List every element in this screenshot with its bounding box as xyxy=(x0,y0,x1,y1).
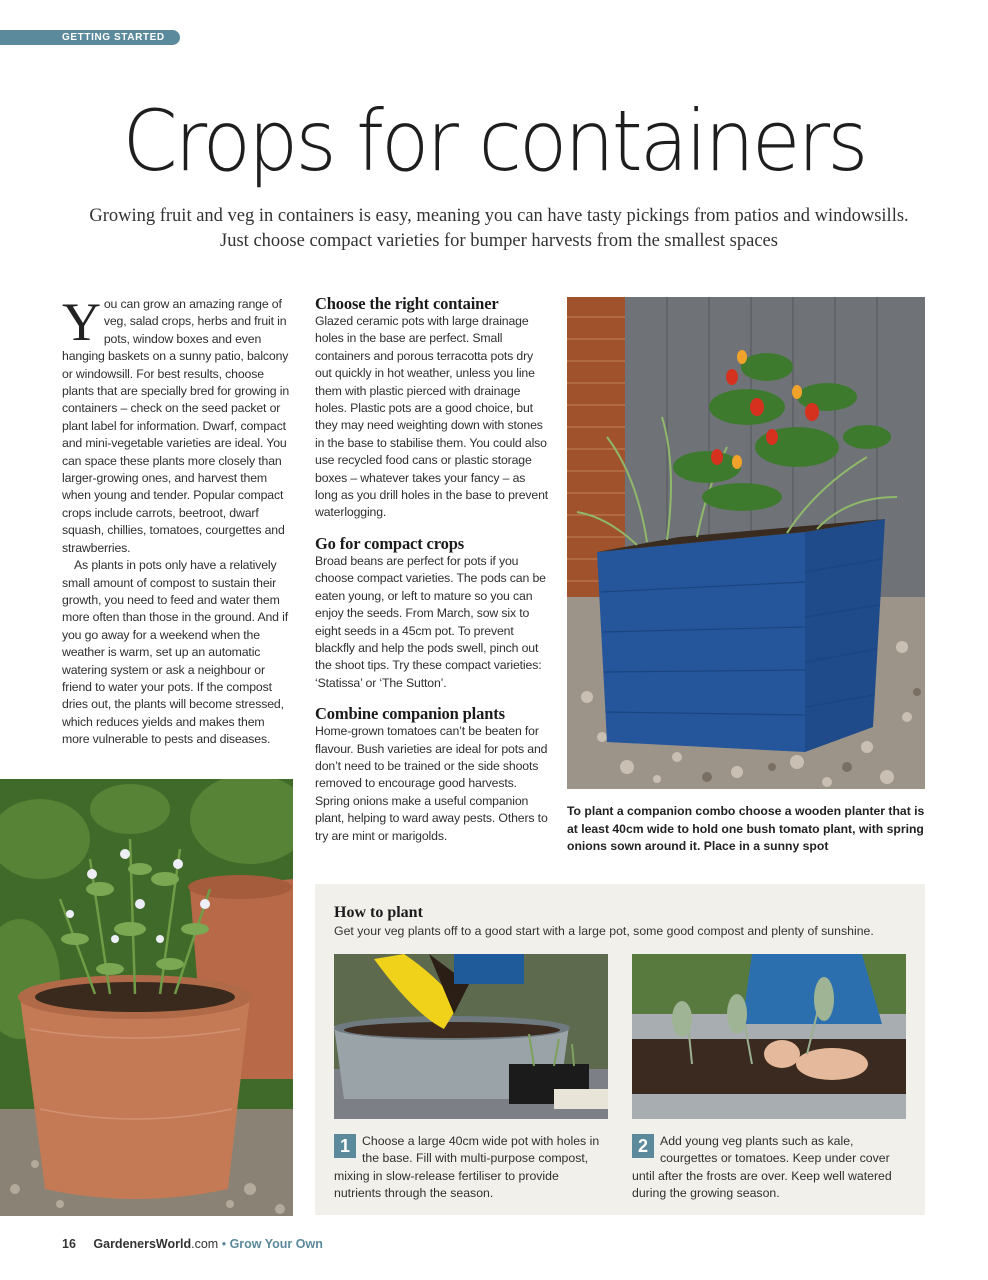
tomato-planter-photo xyxy=(567,297,925,789)
broad-bean-pot-photo xyxy=(0,779,293,1216)
step-2-photo xyxy=(632,954,906,1119)
section-text: Glazed ceramic pots with large drainage holes in the base are perfect. Small containers and porous terracotta pots dry out quickly in hot weather, unless you line them with plastic pierced with drainage holes. Plastic pots are a good choice, but they may need weighting down with stones in the base to stabilise them. You could also use recycled food cans or plastic storage boxes – whatever takes your fancy – as long as you drill holes in the base to prevent waterlogging. xyxy=(315,314,549,520)
body-paragraph-1-text: ou can grow an amazing range of veg, salad crops, herbs and fruit in pots, window boxes and even hanging baskets on a sunny patio, balcony or windowsill. For best results, choose plants that are specially bred for growing in containers – check on the seed packet or plant label for information. Dwarf, compact and mini-vegetable varieties are ideal. You can space these plants more closely than larger-growing ones, and harvest them when young and tender. Popular compact crops include carrots, beetroot, dwarf squash, chillies, tomatoes, courgettes and strawberries. xyxy=(62,297,290,555)
step-text: Add young veg plants such as kale, courgettes or tomatoes. Keep under cover until after the frosts are over. Keep well watered during the growing season. xyxy=(632,1134,892,1201)
footer-issue: Grow Your Own xyxy=(229,1237,323,1251)
step-1 xyxy=(334,1133,609,1203)
section-heading: Go for compact crops xyxy=(315,533,464,553)
section-heading: Combine companion plants xyxy=(315,704,505,724)
footer-brand: GardenersWorld xyxy=(93,1237,192,1251)
section-tab: GETTING STARTED xyxy=(0,30,180,45)
section-text: Home-grown tomatoes can’t be beaten for flavour. Bush varieties are ideal for pots and don’t need to be trained or the side shoots removed to encourage good harvests. Spring onions make a useful companion plant, helping to ward away pests. Others to try are mint or marigolds. xyxy=(315,724,548,843)
section-container xyxy=(315,294,550,522)
how-to-title: How to plant xyxy=(334,904,423,921)
footer-bullet: • xyxy=(221,1237,227,1251)
section-companion-plants xyxy=(315,704,550,845)
section-heading: Choose the right container xyxy=(315,294,499,313)
body-column-1 xyxy=(62,292,294,749)
body-paragraph-1 xyxy=(62,292,294,557)
page-title: Crops for containers xyxy=(122,92,866,190)
section-compact-crops xyxy=(315,534,550,692)
step-1-photo xyxy=(334,954,608,1119)
page-number: 16 xyxy=(62,1237,76,1251)
how-to-intro: Get your veg plants off to a good start with a large pot, some good compost and plenty of sunshine. xyxy=(334,924,874,938)
standfirst: Growing fruit and veg in containers is easy, meaning you can have tasty pickings from patios and windowsills. Just choose compact varieties for bumper harvests from the smallest spaces xyxy=(89,206,909,251)
page-footer xyxy=(62,1237,323,1251)
drop-cap: Y xyxy=(62,292,101,352)
main-photo-caption: To plant a companion combo choose a wooden planter that is at least 40cm wide to hold one bush tomato plant, with spring onions sown around it. Place in a sunny spot xyxy=(567,804,925,854)
how-to-plant-panel xyxy=(315,884,925,1215)
step-text: Choose a large 40cm wide pot with holes in the base. Fill with multi-purpose compost, mixing in slow-release fertiliser to provide nutrients through the season. xyxy=(334,1134,600,1201)
body-paragraph-2: As plants in pots only have a relatively small amount of compost to sustain their growth, you need to feed and water them more often than those in the ground. And if you go away for a weekend when the weather is warm, set up an automatic watering system or ask a neighbour or friend to water your pots. If the compost dries out, the plants will become stressed, which reduces yields and makes them more vulnerable to pests and diseases. xyxy=(62,558,288,747)
section-text: Broad beans are perfect for pots if you choose compact varieties. The pods can be eaten young, or left to mature so you can enjoy the seeds. From March, sow six to eight seeds in a 45cm pot. To prevent blackfly and help the pods swell, pinch out the shoot tips. Try these compact varieties: ‘Statissa’ or ‘The Sutton’. xyxy=(315,553,546,690)
step-2 xyxy=(632,1133,907,1203)
body-column-2 xyxy=(315,294,550,845)
step-number-badge: 1 xyxy=(334,1134,356,1158)
footer-domain: .com xyxy=(191,1237,219,1251)
step-number-badge: 2 xyxy=(632,1134,654,1158)
